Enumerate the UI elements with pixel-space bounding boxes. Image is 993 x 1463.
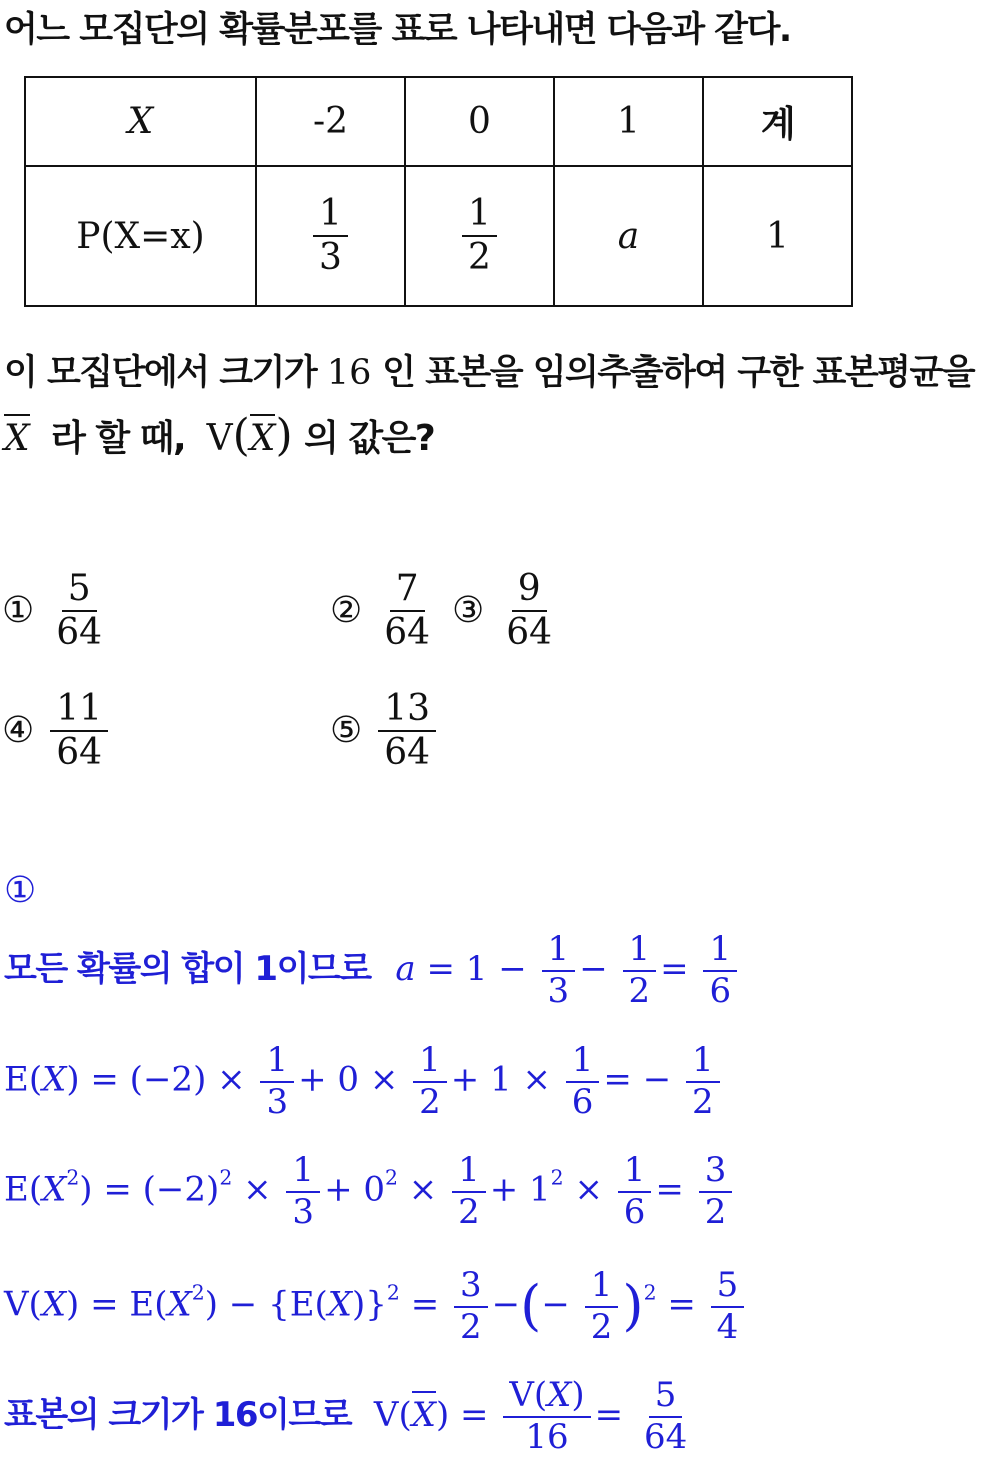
choice-2[interactable]: ② $\frac{7}{64}$ — [330, 570, 440, 652]
sample-mean-symbol: X — [4, 414, 30, 459]
table-cell-prob: a — [554, 166, 703, 306]
solution-line-4: $V(X) = E(X^2) - \{E(X)\}^2$ = $\frac{3}{2}$ −(− $\frac{1}{2}$ )$^2$ = $\frac{5}{4}$ — [4, 1268, 748, 1345]
choice-5[interactable]: ⑤ $\frac{13}{64}$ — [330, 690, 440, 772]
fraction: $\frac{13}{64}$ — [378, 690, 436, 772]
fraction: $\frac{5}{64}$ — [56, 568, 103, 653]
solution-line-5: 표본의 크기가 16이므로 V(X) = $\frac{V(X)}{16}$ = $\frac{5}{64}$ — [4, 1375, 688, 1457]
fraction: $\frac{11}{64}$ — [50, 690, 108, 772]
choice-1[interactable]: ① $\frac{5}{64}$ — [2, 570, 112, 652]
choice-4[interactable]: ④ $\frac{11}{64}$ — [2, 690, 112, 772]
solution-line-1: 모든 확률의 합이 1이므로 a = 1 − $\frac{1}{3}$ − $\frac{1}{2}$ = $\frac{1}{6}$ — [4, 932, 741, 1009]
solution-line-3: $E(X^2) = (-2)^2$ × $\frac{1}{3}$ + $0^2$ × $\frac{1}{2}$ + $1^2$ × $\frac{1}{6}$ = $\frac{3}{2}$ — [4, 1153, 736, 1230]
fraction: $\frac{9}{64}$ — [506, 568, 553, 653]
fraction: $\frac{1}{3}$ — [313, 195, 348, 277]
probability-table — [24, 76, 853, 307]
table-cell-value: 0 — [405, 77, 554, 166]
table-row — [25, 166, 852, 306]
table-cell-value: -2 — [256, 77, 405, 166]
table-cell-header-x: X — [25, 77, 256, 166]
solution-line-2: E(X) = (−2) × $\frac{1}{3}$ + 0 × $\frac{1}{2}$ + 1 × $\frac{1}{6}$ = − $\frac{1}{2}$ — [4, 1043, 724, 1120]
solution-answer: ① — [4, 870, 37, 911]
table-row — [25, 77, 852, 166]
fraction: $\frac{7}{64}$ — [384, 568, 431, 653]
question-intro: 어느 모집단의 확률분포를 표로 나타내면 다음과 같다. — [4, 10, 791, 50]
question-line-2: 이 모집단에서 크기가 16 인 표본을 임의추출하여 구한 표본평균을 — [4, 353, 975, 393]
table-cell-probability-label: P(X=x) — [25, 166, 256, 306]
table-cell-total-value: 1 — [703, 166, 852, 306]
table-cell-value: 1 — [554, 77, 703, 166]
question-line-3: X 라 할 때, V(X) 의 값은? — [4, 410, 435, 461]
fraction: $\frac{1}{2}$ — [462, 195, 497, 277]
choice-3[interactable]: ③ $\frac{9}{64}$ — [452, 570, 562, 652]
table-cell-prob — [405, 166, 554, 306]
table-cell-total: 계 — [703, 77, 852, 166]
table-cell-prob — [256, 166, 405, 306]
